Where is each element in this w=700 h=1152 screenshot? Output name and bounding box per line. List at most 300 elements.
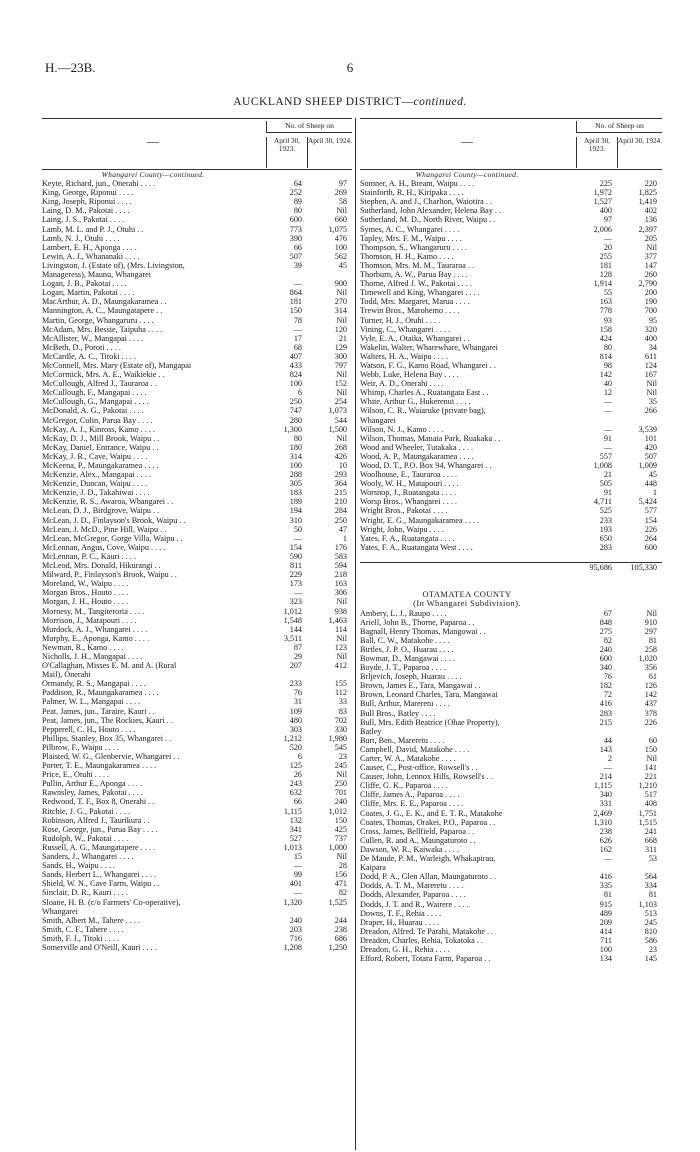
sheep-1924: 10 <box>338 461 347 470</box>
sheep-1924: 564 <box>644 872 657 882</box>
owner-name: Thompson, S., Whangaruru . . . . <box>360 242 467 252</box>
sheep-1923: 778 <box>599 306 612 316</box>
sheep-1923: 183 <box>289 488 302 498</box>
table-row <box>42 215 352 224</box>
sheep-1923: 915 <box>599 899 612 909</box>
owner-name: McKay, Daniel, Entrance, Waipu . . <box>42 442 159 452</box>
owner-name: Wright, John, Waipu . . . . <box>360 524 444 534</box>
sheep-1924: 220 <box>644 179 657 189</box>
table-row <box>42 379 352 388</box>
owner-name: Thomson, H. H., Kamo . . . . <box>360 251 454 261</box>
sheep-1924: 126 <box>644 681 657 691</box>
table-row <box>360 470 662 479</box>
table-row <box>42 870 352 879</box>
sheep-1923: 255 <box>599 251 612 261</box>
sheep-1924: 701 <box>334 788 347 798</box>
sheep-1924: 544 <box>334 415 347 425</box>
table-row <box>42 397 352 406</box>
sheep-1924: 426 <box>334 451 347 461</box>
sheep-1923: 632 <box>289 788 302 798</box>
sheep-1923: 142 <box>599 370 612 380</box>
sheep-1923: 310 <box>289 515 302 525</box>
owner-name: McAdam, Mrs. Bessie, Taipuha . . . . <box>42 324 163 334</box>
owner-name: Whangarei <box>42 906 78 916</box>
sheep-1924: 2,397 <box>638 224 657 234</box>
sheep-1923: 29 <box>293 651 302 661</box>
table-row <box>360 727 662 736</box>
owner-header: — <box>147 134 159 148</box>
sheep-1923: 99 <box>293 870 302 880</box>
year-1924-header: April 30, 1924. <box>307 137 352 168</box>
table-row <box>42 752 352 761</box>
sheep-1924: 81 <box>648 890 657 900</box>
owner-name: McLennan, Angus, Cove, Waipu . . . . <box>42 542 166 552</box>
owner-name: Ball, C. W., Matakohe . . . . <box>360 635 450 645</box>
sheep-1923: 1,208 <box>283 942 302 952</box>
table-row <box>360 361 662 370</box>
sheep-1924: 226 <box>644 717 657 727</box>
sheep-1924: 53 <box>648 854 657 864</box>
sheep-1923: 67 <box>603 608 612 618</box>
owner-name: Causer, C., Post-office, Rowsell's . . <box>360 763 478 773</box>
owner-name: King, George, Riponui . . . . <box>42 188 134 198</box>
sheep-1923: 238 <box>599 826 612 836</box>
sheep-1923: — <box>293 324 302 334</box>
table-row <box>360 297 662 306</box>
table-row <box>42 352 352 361</box>
sheep-1924: 45 <box>338 260 347 270</box>
table-row <box>360 918 662 927</box>
sheep-1924: 142 <box>644 690 657 700</box>
sheep-1923: 1,972 <box>593 188 612 198</box>
sheep-1923: 600 <box>599 653 612 663</box>
owner-name: Brown, Leonard Charles, Tara, Mangawai <box>360 690 498 700</box>
owner-name: Bull Bros., Batley . . . . <box>360 708 436 718</box>
sheep-1923: 280 <box>289 415 302 425</box>
table-row <box>42 597 352 606</box>
table-row <box>42 197 352 206</box>
table-row <box>360 516 662 525</box>
sheep-1923: 207 <box>289 661 302 671</box>
table-row <box>360 863 662 872</box>
sheep-1924: Nil <box>646 608 657 618</box>
owner-name: McKeena, P., Maungakaramea . . . . <box>42 461 159 470</box>
table-row <box>42 807 352 816</box>
owner-name: McAllister, W., Mangapai . . . . <box>42 333 144 343</box>
table-row <box>42 461 352 470</box>
owner-name: McKenzie, R. S., Awaroa, Whangarei . . <box>42 497 174 507</box>
owner-name: Batley <box>360 726 382 736</box>
owner-name: Efford, Robert, Totara Farm, Paparoa . . <box>360 954 491 964</box>
sheep-1924: 150 <box>334 815 347 825</box>
sheep-1923: 2 <box>607 754 612 763</box>
sheep-1923: 557 <box>599 451 612 461</box>
owner-name: Cliffe, James A., Paparoa . . . . <box>360 790 460 800</box>
owner-name: Russell, A. G., Maungatapere . . . . <box>42 842 156 852</box>
sheep-1923: 824 <box>289 370 302 380</box>
sheep-1923: 109 <box>289 706 302 716</box>
owner-name: Boyde, J. T., Paparoa . . . . <box>360 663 446 673</box>
sheep-1923: — <box>293 533 302 543</box>
owner-name: McDonald, A. G., Pakotai . . . . <box>42 406 144 416</box>
owner-name: Robinson, Alfred J., Taurikura . . <box>42 815 150 825</box>
sheep-1924: Nil <box>646 379 657 389</box>
table-row <box>42 761 352 770</box>
sheep-1923: 773 <box>289 224 302 234</box>
owner-name: Laing, J. S., Pakotai . . . . <box>42 215 125 225</box>
sheep-1924: 900 <box>334 279 347 289</box>
table-row <box>360 397 662 406</box>
owner-name: Sutherland, M. D., North River, Waipu . . <box>360 215 496 225</box>
sheep-1924: 1,419 <box>638 197 657 207</box>
sheep-1923: — <box>603 763 612 773</box>
sheep-1923: 400 <box>599 206 612 216</box>
sheep-1924: 205 <box>644 233 657 243</box>
table-row <box>360 352 662 361</box>
table-row <box>42 843 352 852</box>
owner-name: Lewin, A. J., Whananaki . . . . <box>42 251 140 261</box>
sheep-1923: 340 <box>599 790 612 800</box>
table-row <box>360 434 662 443</box>
sheep-1924: 58 <box>338 197 347 207</box>
sheep-1924: 254 <box>334 397 347 407</box>
sheep-1923: 100 <box>599 944 612 954</box>
title-continued: continued. <box>413 96 467 108</box>
sheep-1923: 17 <box>293 333 302 343</box>
table-row <box>42 306 352 315</box>
table-row <box>360 416 662 425</box>
table-row <box>360 627 662 636</box>
sheep-1924: 176 <box>334 542 347 552</box>
table-row <box>42 543 352 552</box>
sheep-1923: 1,013 <box>283 842 302 852</box>
sheep-1924: 2,790 <box>638 279 657 289</box>
county-heading <box>360 599 662 608</box>
sheep-1923: 158 <box>599 324 612 334</box>
sheep-1924: 1,825 <box>638 188 657 198</box>
table-row <box>360 745 662 754</box>
owner-name: Milward, P., Finlayson's Brook, Waipu . . <box>42 570 177 580</box>
left-column <box>42 118 352 952</box>
table-row <box>42 243 352 252</box>
sheep-1923: 390 <box>289 233 302 243</box>
owner-name: Symes, A. C., Whangarei . . . . <box>360 224 460 234</box>
sheep-1924: 297 <box>644 626 657 636</box>
sheep-1923: 182 <box>599 681 612 691</box>
owner-name <box>360 170 574 179</box>
sheep-1924: 938 <box>334 606 347 616</box>
table-row <box>42 479 352 488</box>
sheep-1923: 1,115 <box>283 806 302 816</box>
sheep-1924: 471 <box>334 879 347 889</box>
table-row <box>42 406 352 415</box>
sheep-1923: 626 <box>599 835 612 845</box>
table-row <box>360 772 662 781</box>
owner-name: Lamb, M. L. and P. J., Otuhi . . <box>42 224 144 234</box>
table-row <box>360 506 662 515</box>
page-number: 6 <box>346 60 354 75</box>
sheep-1923: — <box>603 854 612 864</box>
sheep-1924: 45 <box>648 470 657 480</box>
owner-name: Livingston, J. (Estate of), (Mrs. Livingston, <box>42 260 185 270</box>
table-row <box>360 790 662 799</box>
owner-name: Thorne, Alfred J. W., Pakotai . . . . <box>360 279 472 289</box>
sheep-1924: 218 <box>334 570 347 580</box>
owner-name: Whimp, Charles A., Ruatangata East . . <box>360 388 489 398</box>
sheep-1924: 241 <box>644 826 657 836</box>
sheep-1923: 433 <box>289 360 302 370</box>
sheep-1924: 737 <box>334 833 347 843</box>
table-row <box>360 654 662 663</box>
sheep-1924: Nil <box>336 433 347 443</box>
owner-name: McKenzie, Duncan, Waipu . . . . <box>42 479 148 489</box>
table-row <box>360 781 662 790</box>
sheep-1923: 507 <box>289 251 302 261</box>
sheep-1924: 268 <box>334 442 347 452</box>
table-row <box>42 270 352 279</box>
table-row <box>42 497 352 506</box>
owner-name: Pepperell, C. H., Houto . . . . <box>42 724 136 734</box>
sheep-1924: 155 <box>334 679 347 689</box>
owner-name: Walters, H. A., Waipu . . . . <box>360 351 448 361</box>
sheep-1923: 520 <box>289 742 302 752</box>
owner-name: Coates, Thomas, Orakei, P.O., Paparoa . . <box>360 817 496 827</box>
table-row <box>42 488 352 497</box>
sheep-1923: — <box>603 424 612 434</box>
sheep-1923: 401 <box>289 879 302 889</box>
page-reference: H.—23B. <box>45 60 96 75</box>
sheep-1924: 105,330 <box>630 563 657 573</box>
sheep-1923: 194 <box>289 506 302 516</box>
table-row <box>360 809 662 818</box>
owner-header: — <box>461 134 473 148</box>
sheep-1923: 1,914 <box>593 279 612 289</box>
owner-name: McCormick, Mrs. A. E., Waikiekie . . <box>42 370 165 380</box>
sheep-1923: 275 <box>599 626 612 636</box>
sheep-1923: 283 <box>599 542 612 552</box>
owner-name: Weir, A. D., Onerahi . . . . <box>360 379 444 389</box>
table-row <box>360 818 662 827</box>
sheep-1924: 21 <box>338 333 347 343</box>
table-row <box>360 754 662 763</box>
table-row <box>360 379 662 388</box>
table-row <box>42 725 352 734</box>
table-row <box>360 663 662 672</box>
sheep-1924: 448 <box>644 479 657 489</box>
sheep-1923: 811 <box>290 561 302 571</box>
sheep-1923: 1,320 <box>283 897 302 907</box>
table-row <box>360 406 662 415</box>
owner-name: Murphy, E., Aponga, Kamo . . . . <box>42 633 150 643</box>
owner-name: McLean, McGregor, Gorge Villa, Waipu . . <box>42 533 183 543</box>
owner-name: Tapley, Mrs. F. M., Waipu . . . . <box>360 233 462 243</box>
table-row <box>42 643 352 652</box>
owner-name: Logan, Martin, Pakotai . . . . <box>42 288 135 298</box>
sheep-1924: 35 <box>648 397 657 407</box>
table-row <box>42 688 352 697</box>
table-row <box>42 234 352 243</box>
owner-name: Dreadon, Charles, Rehia, Tokatoka . . <box>360 935 483 945</box>
table-row <box>42 734 352 743</box>
sheep-1924: 1,210 <box>638 781 657 791</box>
table-row <box>42 634 352 643</box>
sheep-1924: 300 <box>334 351 347 361</box>
sheep-1924: 83 <box>338 706 347 716</box>
owner-name: Ormandy, R. S., Mangapai . . . . <box>42 679 146 689</box>
sheep-1923: 1,012 <box>283 606 302 616</box>
table-row <box>42 552 352 561</box>
table-row <box>360 206 662 215</box>
owner-name: McCullough, G., Mangapai . . . . <box>42 397 149 407</box>
owner-name: Wooly, W. H., Matapouri . . . . <box>360 479 459 489</box>
sheep-1924: 356 <box>644 663 657 673</box>
owner-name: Pilbrow, F., Waipu . . . . <box>42 742 119 752</box>
sheep-1923: 50 <box>293 524 302 534</box>
owner-name: McKay, J. R., Cave, Waipu . . . . <box>42 451 148 461</box>
owner-name: Rawnsley, James, Pakotai . . . . <box>42 788 143 798</box>
sheep-1924: 611 <box>645 351 657 361</box>
table-row <box>42 506 352 515</box>
sheep-1924: Nil <box>336 633 347 643</box>
sheep-1923: 68 <box>293 342 302 352</box>
owner-name: Sinclair, D. R., Kauri . . . . <box>42 888 128 898</box>
table-row <box>42 570 352 579</box>
owner-name: Rudolph, W., Pakotai . . . . <box>42 833 129 843</box>
table-row <box>360 388 662 397</box>
table-row <box>42 861 352 870</box>
sheep-1924: 1,463 <box>328 615 347 625</box>
sheep-1923: 44 <box>603 735 612 745</box>
year-1923-header: April 30, 1923. <box>266 137 307 168</box>
owner-name: Todd, Mrs. Margaret, Marua . . . . <box>360 297 470 307</box>
sheep-1924: 412 <box>334 661 347 671</box>
table-row <box>42 297 352 306</box>
owner-name: Bull, Mrs. Edith Beatrice (Ohae Property), <box>360 717 500 727</box>
section-heading <box>42 170 352 179</box>
owner-name: Yates, F. A., Ruatangata West . . . . <box>360 542 473 552</box>
sheep-1923: 340 <box>599 663 612 673</box>
sheep-1924: 167 <box>644 370 657 380</box>
sheep-1924: 226 <box>644 524 657 534</box>
table-row <box>42 770 352 779</box>
table-row <box>360 645 662 654</box>
sheep-1924: 95 <box>648 315 657 325</box>
table-row <box>42 852 352 861</box>
sheep-1923: 525 <box>599 506 612 516</box>
sheep-1924: 250 <box>334 779 347 789</box>
sheep-1923: 20 <box>603 242 612 252</box>
table-row <box>42 434 352 443</box>
table-row <box>360 270 662 279</box>
sheep-1924: 215 <box>334 488 347 498</box>
section-label: Whangarei County—continued. <box>101 170 205 179</box>
sheep-1924: 562 <box>334 251 347 261</box>
owner-name: Thorburn, A. W., Parua Bay . . . . <box>360 270 468 280</box>
table-row <box>42 525 352 534</box>
sheep-1923: — <box>293 279 302 289</box>
sheep-1923: 650 <box>599 533 612 543</box>
title-main: AUCKLAND SHEEP DISTRICT— <box>233 96 414 108</box>
table-row <box>42 879 352 888</box>
county-heading <box>360 590 662 599</box>
sheep-1923: 78 <box>293 315 302 325</box>
sheep-1923: 39 <box>293 260 302 270</box>
sheep-1924: 136 <box>644 215 657 225</box>
sheep-1924: 594 <box>334 561 347 571</box>
sheep-1923: 163 <box>599 297 612 307</box>
sheep-1923: 6 <box>297 752 302 761</box>
owner-name: Pullin, Arthur E., Aponga . . . . <box>42 779 143 789</box>
table-row <box>42 225 352 234</box>
sheep-1924: 320 <box>644 324 657 334</box>
table-row <box>42 188 352 197</box>
table-row <box>42 325 352 334</box>
sheep-1923: 848 <box>599 617 612 627</box>
table-row <box>360 881 662 890</box>
sheep-1924: Nil <box>646 242 657 252</box>
sheep-1924: 3,539 <box>638 424 657 434</box>
owner-name: Downs, T. F., Rehia . . . . <box>360 908 442 918</box>
sheep-1924: 600 <box>644 542 657 552</box>
table-row <box>360 872 662 881</box>
sheep-1923: 80 <box>603 342 612 352</box>
owner-name: McCardle, A. C., Titoki . . . . <box>42 351 136 361</box>
owner-name: Carter, W. A., Matakohe . . . . <box>360 754 456 763</box>
table-row <box>42 788 352 797</box>
right-column-header <box>360 118 662 170</box>
sheep-1924: 28 <box>338 861 347 871</box>
table-row <box>360 188 662 197</box>
owner-name <box>42 170 264 179</box>
table-row <box>42 607 352 616</box>
table-row <box>42 179 352 188</box>
sheep-1924: 221 <box>644 772 657 782</box>
table-row <box>360 325 662 334</box>
sheep-1924: 145 <box>644 954 657 964</box>
owner-name: McConnell, Mrs. Mary (Estate of), Mangapai <box>42 360 192 370</box>
owner-name: Morgan, J. H., Houto . . . . <box>42 597 129 607</box>
sheep-1923: 66 <box>293 242 302 252</box>
sheep-1923: 97 <box>603 215 612 225</box>
sheep-1924: 1,020 <box>638 653 657 663</box>
table-row <box>360 572 662 581</box>
owner-name: Vyle, E. A., Otaika, Whangarei . . <box>360 333 470 343</box>
owner-name: Ritchie, J. G., Pakotai . . . . <box>42 806 131 816</box>
sheep-1923: — <box>603 442 612 452</box>
page-header <box>45 60 655 76</box>
sheep-1923: 154 <box>289 542 302 552</box>
sheep-1923: 64 <box>293 179 302 189</box>
table-row <box>360 370 662 379</box>
sheep-1923: 134 <box>599 954 612 964</box>
sheep-1924: 163 <box>334 579 347 589</box>
owner-name: OTAMATEA COUNTY <box>422 590 512 600</box>
owner-name: McKay, D. J., Mill Brook, Waipu . . <box>42 433 160 443</box>
sheep-1924: Nil <box>336 315 347 325</box>
sheep-1923: 590 <box>289 551 302 561</box>
sheep-1923: 250 <box>289 397 302 407</box>
sheep-1924: 124 <box>644 360 657 370</box>
table-row <box>42 825 352 834</box>
owner-name: Wood, A. P., Maungakaramea . . . . <box>360 451 474 461</box>
sheep-1923: 162 <box>599 844 612 854</box>
sheep-1924: 260 <box>644 270 657 280</box>
table-row <box>42 661 352 670</box>
table-row <box>360 681 662 690</box>
sheep-1923: — <box>603 397 612 407</box>
owner-name: Cliffe, Mrs. E. E., Paparoa . . . . <box>360 799 464 809</box>
sheep-1924: 154 <box>644 515 657 525</box>
